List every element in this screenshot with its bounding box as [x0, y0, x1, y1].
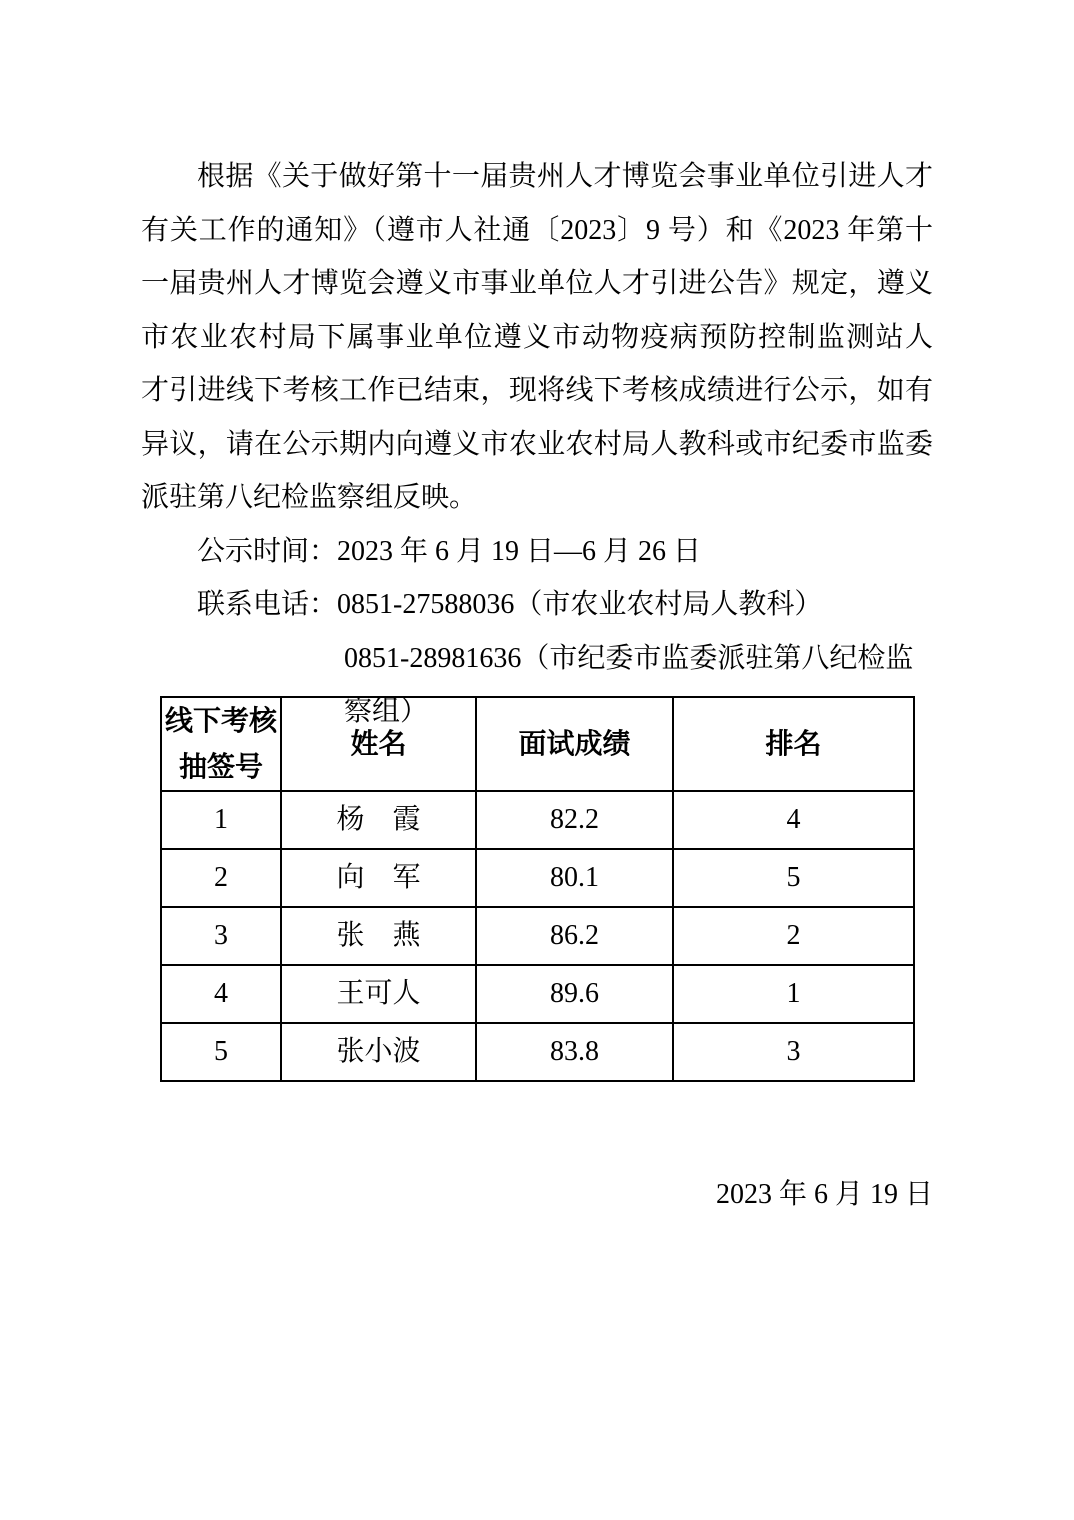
table-row [161, 907, 914, 965]
paragraph-line: 派驻第八纪检监察组反映。 [141, 482, 478, 513]
cell-name: 杨 霞 [281, 791, 476, 849]
paragraph-line: 根据《关于做好第十一届贵州人才博览会事业单位引进人才 [197, 161, 933, 192]
table-header-row [161, 697, 914, 791]
header-cell-name: 姓名 [281, 697, 476, 791]
cell-score: 89.6 [476, 965, 673, 1023]
cell-score: 83.8 [476, 1023, 673, 1081]
table-row [161, 1023, 914, 1081]
document-body [141, 150, 933, 739]
cell-rank: 2 [673, 907, 914, 965]
cell-rank: 5 [673, 849, 914, 907]
cell-name: 张小波 [281, 1023, 476, 1081]
header-cell-draw-number: 线下考核抽签号 [161, 697, 281, 791]
cell-rank: 1 [673, 965, 914, 1023]
table-row [161, 965, 914, 1023]
cell-score: 80.1 [476, 849, 673, 907]
cell-draw-number: 4 [161, 965, 281, 1023]
cell-rank: 3 [673, 1023, 914, 1081]
cell-draw-number: 5 [161, 1023, 281, 1081]
contact-phone-line-1: 联系电话：0851-27588036（市农业农村局人教科） [197, 589, 823, 620]
contact-phone-line-2: 0851-28981636（市纪委市监委派驻第八纪检监察组） [344, 642, 914, 727]
cell-score: 86.2 [476, 907, 673, 965]
cell-draw-number: 3 [161, 907, 281, 965]
cell-name: 张 燕 [281, 907, 476, 965]
cell-draw-number: 2 [161, 849, 281, 907]
results-table [160, 696, 915, 1082]
header-cell-rank: 排名 [673, 697, 914, 791]
document-date: 2023 年 6 月 19 日 [715, 1179, 933, 1210]
paragraph-line: 异议，请在公示期内向遵义市农业农村局人教科或市纪委市监委 [141, 428, 933, 460]
paragraph-line: 市农业农村局下属事业单位遵义市动物疫病预防控制监测站人 [141, 321, 933, 353]
publicity-period-line: 公示时间：2023 年 6 月 19 日—6 月 26 日 [197, 535, 702, 567]
cell-score: 82.2 [476, 791, 673, 849]
cell-name: 王可人 [281, 965, 476, 1023]
paragraph-line: 才引进线下考核工作已结束，现将线下考核成绩进行公示，如有 [141, 375, 933, 406]
cell-rank: 4 [673, 791, 914, 849]
table-row [161, 791, 914, 849]
paragraph-line: 一届贵州人才博览会遵义市事业单位人才引进公告》规定，遵义 [141, 268, 933, 299]
paragraph-line: 有关工作的通知》（遵市人社通〔2023〕9 号）和《2023 年第十 [141, 214, 933, 246]
table-row [161, 849, 914, 907]
cell-name: 向 军 [281, 849, 476, 907]
header-cell-score: 面试成绩 [476, 697, 673, 791]
cell-draw-number: 1 [161, 791, 281, 849]
